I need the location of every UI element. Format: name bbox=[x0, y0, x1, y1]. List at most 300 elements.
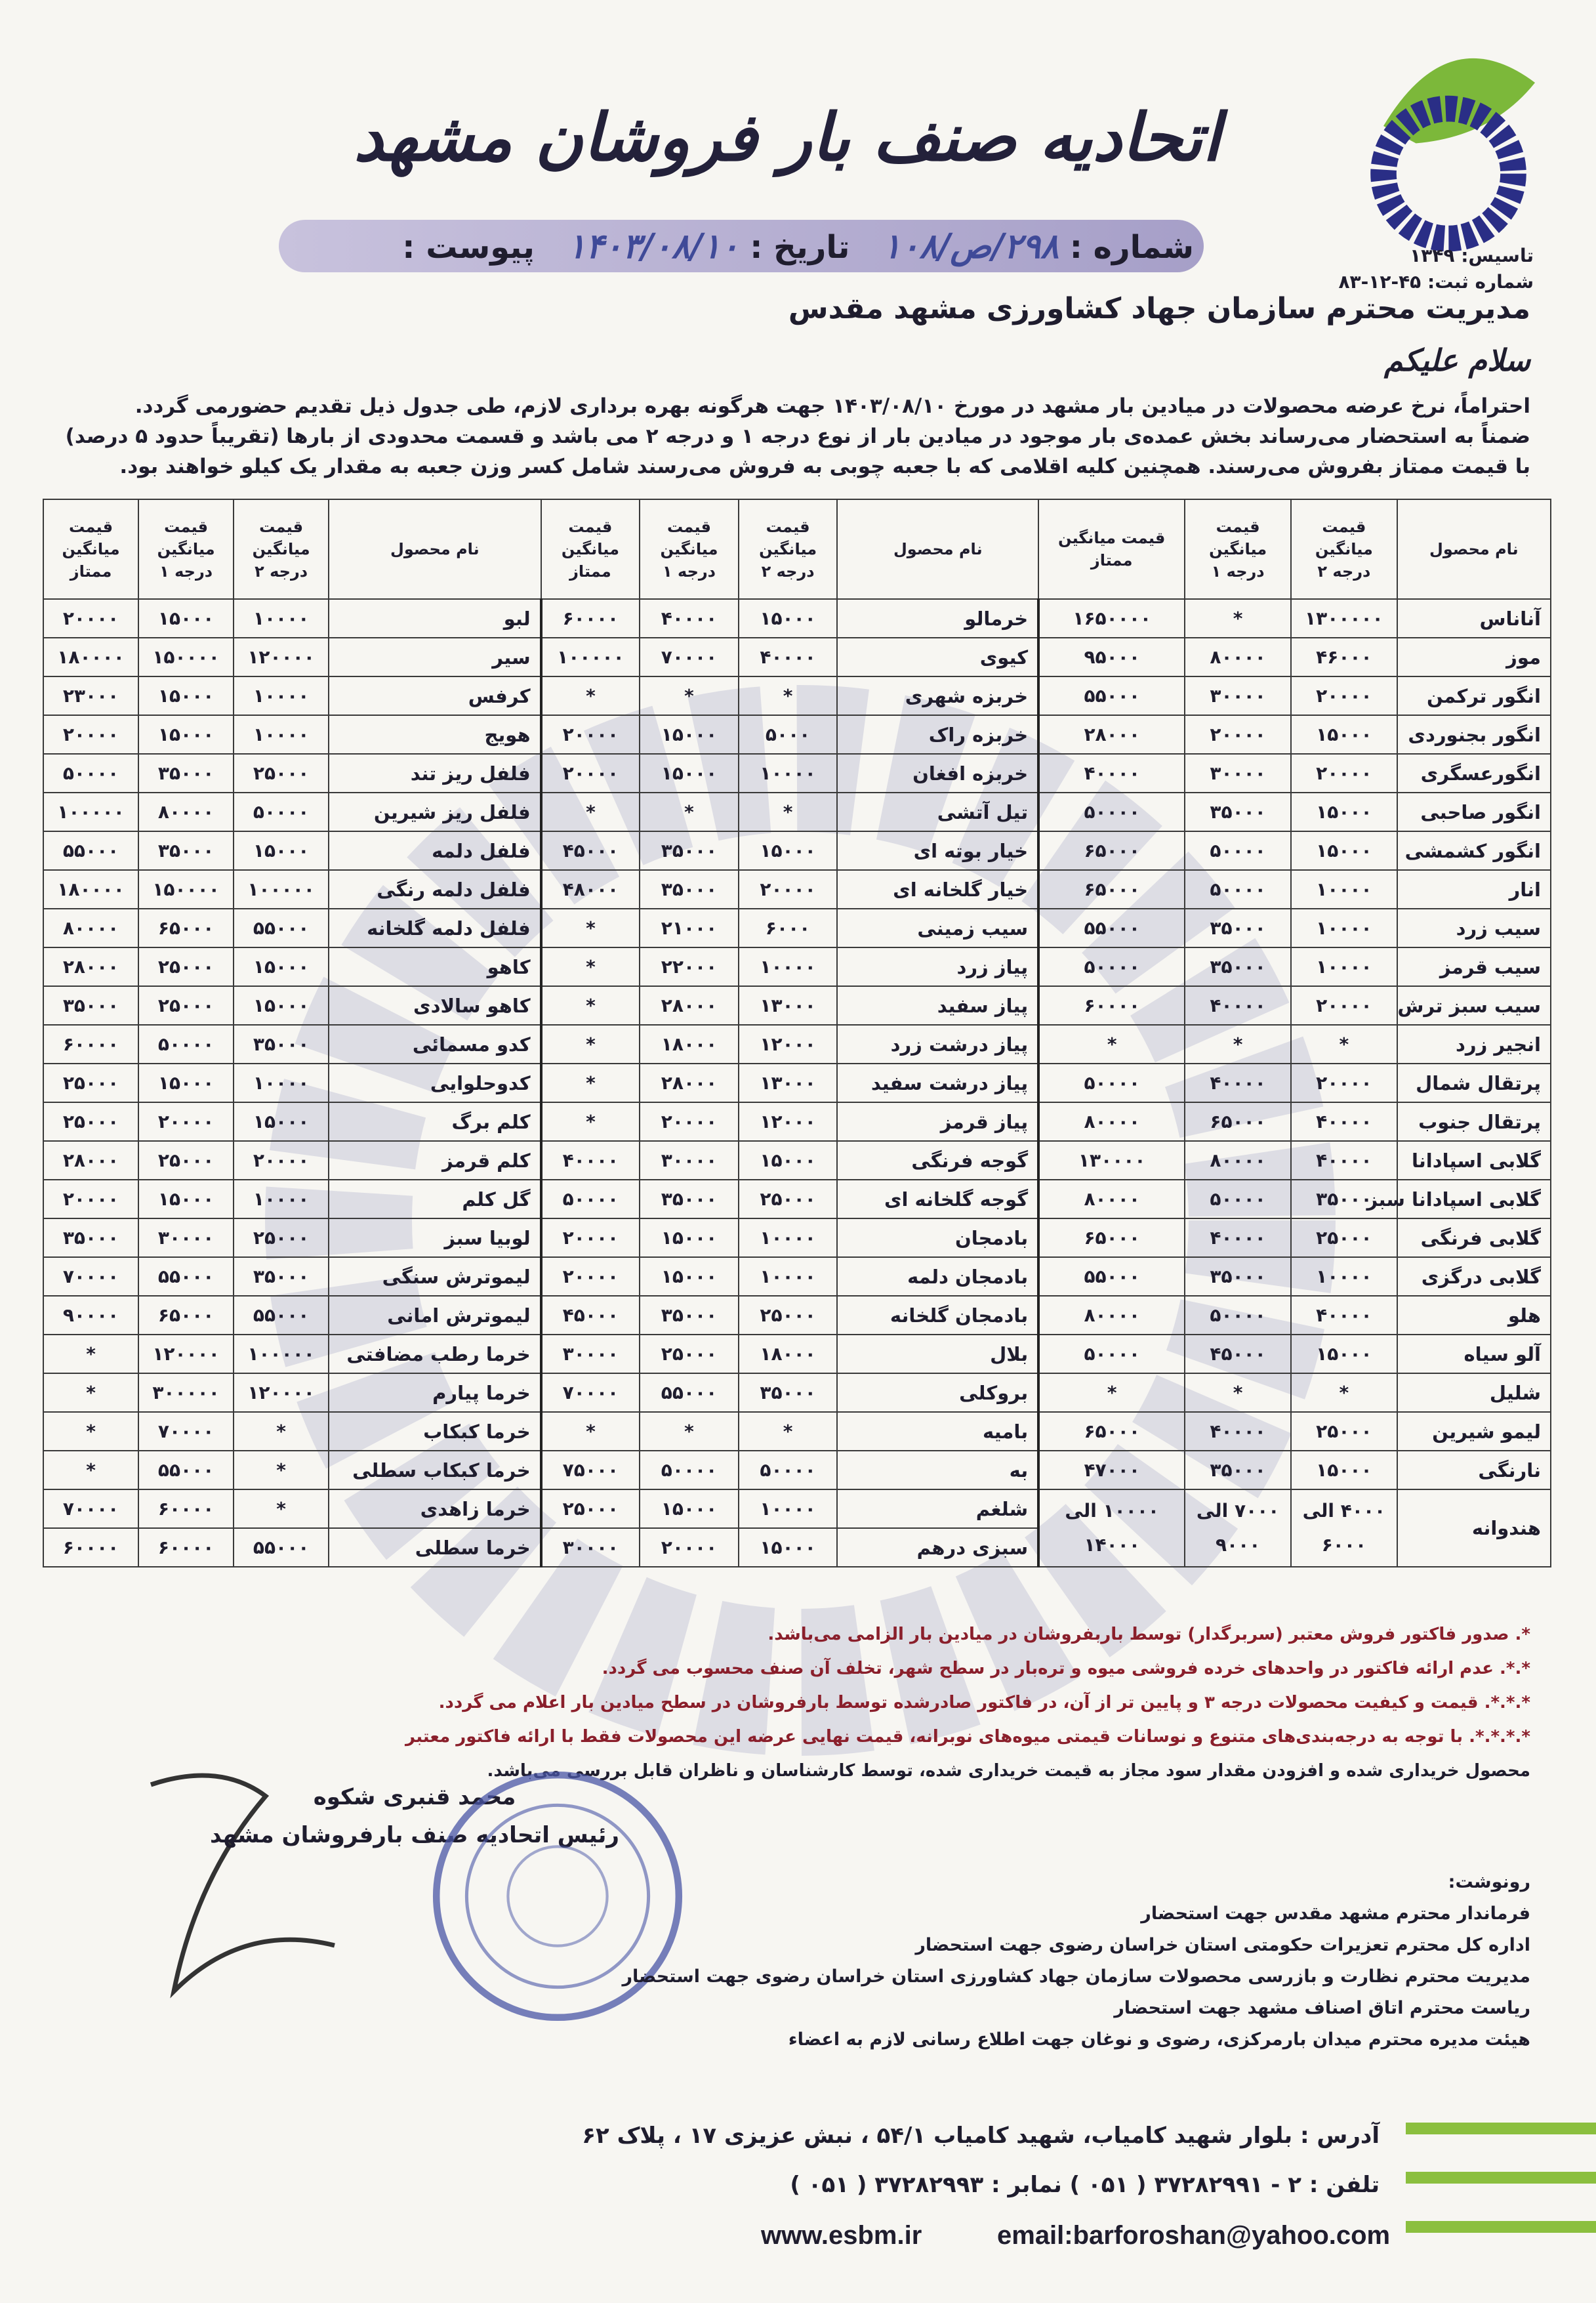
table-cell: ۲۰۰۰۰ bbox=[1291, 676, 1397, 715]
header-grade2: قیمت میانگین درجه ۲ bbox=[739, 499, 838, 599]
table-cell-name: لیموترش سنگی bbox=[329, 1257, 541, 1296]
table-cell: ۲۸۰۰۰ bbox=[43, 1141, 138, 1180]
table-cell: ۲۰۰۰۰ bbox=[43, 599, 138, 638]
table-cell-name: به bbox=[837, 1451, 1038, 1489]
table-cell: ۶۵۰۰۰ bbox=[1038, 831, 1185, 870]
table-cell: ۶۰۰۰ bbox=[739, 909, 838, 947]
table-cell: ۲۰۰۰۰ bbox=[1185, 715, 1291, 754]
table-cell: * bbox=[541, 986, 640, 1025]
table-cell: ۳۵۰۰۰ bbox=[640, 870, 739, 909]
table-cell: ۶۰۰۰۰ bbox=[43, 1025, 138, 1064]
table-cell-name: گلابی فرنگی bbox=[1397, 1218, 1551, 1257]
table-cell: ۲۵۰۰۰ bbox=[1291, 1412, 1397, 1451]
table-cell: ۱۰۰۰۰ الی ۱۴۰۰۰ bbox=[1038, 1489, 1185, 1567]
table-cell: ۱۵۰۰۰ bbox=[1291, 1335, 1397, 1373]
signer-name: محمد قنبری شکوه bbox=[313, 1784, 516, 1810]
table-cell-name: هندوانه bbox=[1397, 1489, 1551, 1567]
number-value: ۲۹۸/ص/۱۰۸ bbox=[882, 226, 1059, 266]
table-cell: ۱۵۰۰۰ bbox=[234, 831, 329, 870]
table-cell: ۵۰۰۰۰ bbox=[1038, 947, 1185, 986]
table-body bbox=[43, 599, 1551, 1567]
table-cell: ۳۰۰۰۰۰ bbox=[138, 1373, 234, 1412]
table-cell: ۵۵۰۰۰ bbox=[234, 909, 329, 947]
table-row bbox=[43, 793, 1551, 831]
body-line: احتراماً، نرخ عرضه محصولات در میادین بار مشهد در مورخ ۱۴۰۳/۰۸/۱۰ جهت هرگونه بهره برداری لازم، طی جدول ذیل تقدیم حضورمی گردد. bbox=[134, 394, 1530, 418]
table-cell: ۴۰۰۰۰ bbox=[640, 599, 739, 638]
table-row-watermelon-a bbox=[43, 1489, 1551, 1528]
table-cell-name: خرما زاهدی bbox=[329, 1489, 541, 1528]
table-cell: * bbox=[541, 947, 640, 986]
table-cell: ۸۰۰۰۰ bbox=[1185, 1141, 1291, 1180]
table-cell: ۳۵۰۰۰ bbox=[234, 1257, 329, 1296]
table-cell: ۱۵۰۰۰ bbox=[138, 715, 234, 754]
table-cell: ۲۲۰۰۰ bbox=[640, 947, 739, 986]
table-cell: ۳۵۰۰۰ bbox=[1185, 909, 1291, 947]
table-cell: ۱۰۰۰۰ bbox=[1291, 1257, 1397, 1296]
table-cell: ۱۵۰۰۰ bbox=[640, 754, 739, 793]
table-cell: ۴۵۰۰۰ bbox=[541, 1296, 640, 1335]
table-cell-name: پیاز زرد bbox=[837, 947, 1038, 986]
table-cell: ۷۰۰۰۰ bbox=[640, 638, 739, 676]
table-cell: ۲۸۰۰۰ bbox=[43, 947, 138, 986]
table-cell: ۶۰۰۰۰ bbox=[138, 1489, 234, 1528]
table-cell: * bbox=[640, 676, 739, 715]
table-cell-name: انجیر زرد bbox=[1397, 1025, 1551, 1064]
table-cell: ۵۵۰۰۰ bbox=[138, 1257, 234, 1296]
table-cell: ۴۵۰۰۰ bbox=[541, 831, 640, 870]
header-premium: قیمت میانگین ممتاز bbox=[1038, 499, 1185, 599]
table-cell: ۵۵۰۰۰ bbox=[234, 1296, 329, 1335]
table-cell: ۴۰۰۰۰ bbox=[1291, 1102, 1397, 1141]
table-cell: ۷۰۰۰ الی ۹۰۰۰ bbox=[1185, 1489, 1291, 1567]
table-cell: * bbox=[1291, 1373, 1397, 1412]
registration-number: شماره ثبت: ۴۵-۱۲-۸۳ bbox=[1338, 271, 1534, 293]
table-row bbox=[43, 1025, 1551, 1064]
table-cell: ۲۵۰۰۰ bbox=[640, 1335, 739, 1373]
table-cell: ۲۰۰۰۰ bbox=[541, 1218, 640, 1257]
table-cell: ۲۵۰۰۰ bbox=[234, 1218, 329, 1257]
table-cell-name: آلو سیاه bbox=[1397, 1335, 1551, 1373]
table-cell-name: فلفل دلمه گلخانه bbox=[329, 909, 541, 947]
table-cell: * bbox=[541, 1412, 640, 1451]
table-cell: ۲۰۰۰۰ bbox=[43, 1180, 138, 1218]
table-cell: ۱۵۰۰۰ bbox=[739, 599, 838, 638]
table-cell: * bbox=[1291, 1025, 1397, 1064]
table-row bbox=[43, 1218, 1551, 1257]
table-cell: ۱۰۰۰۰ bbox=[739, 1218, 838, 1257]
table-cell: ۱۰۰۰۰۰ bbox=[234, 870, 329, 909]
table-cell: ۱۵۰۰۰ bbox=[234, 947, 329, 986]
table-cell-name: گلابی درگزی bbox=[1397, 1257, 1551, 1296]
table-cell-name: خرما سطلی bbox=[329, 1528, 541, 1567]
table-cell: ۴۷۰۰۰ bbox=[1038, 1451, 1185, 1489]
header-grade2: قیمت میانگین درجه ۲ bbox=[234, 499, 329, 599]
table-row bbox=[43, 1451, 1551, 1489]
table-row bbox=[43, 986, 1551, 1025]
table-cell: ۱۵۰۰۰ bbox=[640, 715, 739, 754]
table-cell: ۲۸۰۰۰ bbox=[640, 1064, 739, 1102]
table-cell: * bbox=[541, 909, 640, 947]
header-name: نام محصول bbox=[1397, 499, 1551, 599]
table-cell: ۳۰۰۰۰ bbox=[541, 1528, 640, 1567]
table-cell-name: پیاز قرمز bbox=[837, 1102, 1038, 1141]
table-cell: * bbox=[1038, 1025, 1185, 1064]
table-cell-name: آناناس bbox=[1397, 599, 1551, 638]
table-cell: ۱۵۰۰۰ bbox=[1291, 793, 1397, 831]
cc-label: رونوشت: bbox=[1448, 1872, 1530, 1892]
header-grade1: قیمت میانگین درجه ۱ bbox=[1185, 499, 1291, 599]
table-cell-name: خرما رطب مضافتی bbox=[329, 1335, 541, 1373]
table-cell: ۲۳۰۰۰ bbox=[43, 676, 138, 715]
table-cell: ۳۵۰۰۰ bbox=[640, 831, 739, 870]
table-cell: ۳۵۰۰۰ bbox=[640, 1180, 739, 1218]
table-cell: ۱۵۰۰۰ bbox=[739, 1528, 838, 1567]
table-cell: ۳۰۰۰۰ bbox=[640, 1141, 739, 1180]
table-cell: ۵۵۰۰۰ bbox=[1038, 676, 1185, 715]
table-cell: ۵۰۰۰۰ bbox=[541, 1180, 640, 1218]
table-cell: * bbox=[739, 1412, 838, 1451]
table-cell-name: خرما کبکاب bbox=[329, 1412, 541, 1451]
table-cell: ۱۵۰۰۰ bbox=[640, 1218, 739, 1257]
table-header-row bbox=[43, 499, 1551, 599]
table-cell: ۴۰۰۰ الی ۶۰۰۰ bbox=[1291, 1489, 1397, 1567]
table-cell-name: خیار گلخانه ای bbox=[837, 870, 1038, 909]
table-cell-name: خیار بوته ای bbox=[837, 831, 1038, 870]
header-name: نام محصول bbox=[329, 499, 541, 599]
table-cell-name: لیموترش امانی bbox=[329, 1296, 541, 1335]
table-cell: ۱۵۰۰۰ bbox=[234, 1102, 329, 1141]
table-cell-name: انگور ترکمن bbox=[1397, 676, 1551, 715]
table-row bbox=[43, 1296, 1551, 1335]
cc-item: اداره کل محترم تعزیرات حکومتی استان خراسان رضوی جهت استحضار bbox=[915, 1935, 1530, 1955]
signer-role: رئیس اتحادیه صنف بارفروشان مشهد bbox=[210, 1822, 619, 1848]
table-cell: ۷۰۰۰۰ bbox=[138, 1412, 234, 1451]
table-cell: ۵۵۰۰۰ bbox=[1038, 909, 1185, 947]
founded-info bbox=[1338, 243, 1534, 295]
table-cell: * bbox=[1185, 599, 1291, 638]
table-cell: ۲۸۰۰۰ bbox=[640, 986, 739, 1025]
table-cell: ۱۸۰۰۰۰ bbox=[43, 870, 138, 909]
table-cell: ۴۰۰۰۰ bbox=[1185, 1064, 1291, 1102]
table-cell-name: انگورعسگری bbox=[1397, 754, 1551, 793]
table-cell-name: موز bbox=[1397, 638, 1551, 676]
table-cell: ۲۰۰۰۰ bbox=[739, 870, 838, 909]
table-cell: ۱۵۰۰۰ bbox=[739, 1141, 838, 1180]
recipient: مدیریت محترم سازمان جهاد کشاورزی مشهد مقدس bbox=[788, 292, 1530, 325]
table-cell: ۲۰۰۰۰ bbox=[640, 1528, 739, 1567]
table-cell-name: خربزه افغان bbox=[837, 754, 1038, 793]
table-cell: ۱۰۰۰۰ bbox=[739, 754, 838, 793]
table-cell: * bbox=[541, 1064, 640, 1102]
table-row bbox=[43, 1257, 1551, 1296]
table-cell: ۳۵۰۰۰ bbox=[739, 1373, 838, 1412]
table-cell-name: خرما کبکاب سطلی bbox=[329, 1451, 541, 1489]
table-cell: ۴۰۰۰۰ bbox=[1185, 1412, 1291, 1451]
table-cell: ۶۰۰۰۰ bbox=[1038, 986, 1185, 1025]
table-cell: ۲۰۰۰۰ bbox=[1291, 754, 1397, 793]
table-cell-name: فلفل دلمه bbox=[329, 831, 541, 870]
table-cell-name: انگور بجنوردی bbox=[1397, 715, 1551, 754]
footnote: *.*. عدم ارائه فاکتور در واحدهای خرده فروشی میوه و تره‌بار در سطح شهر، تخلف آن صنف محسوب می گردد. bbox=[602, 1659, 1530, 1678]
table-row bbox=[43, 1412, 1551, 1451]
table-cell: ۱۵۰۰۰ bbox=[640, 1489, 739, 1528]
table-cell: ۴۰۰۰۰ bbox=[1038, 754, 1185, 793]
table-cell: ۵۰۰۰۰ bbox=[43, 754, 138, 793]
table-cell: ۴۸۰۰۰ bbox=[541, 870, 640, 909]
table-cell-name: فلفل ریز تند bbox=[329, 754, 541, 793]
table-cell: ۵۵۰۰۰ bbox=[640, 1373, 739, 1412]
table-cell: ۲۰۰۰۰ bbox=[640, 1102, 739, 1141]
table-cell: ۱۵۰۰۰ bbox=[640, 1257, 739, 1296]
table-cell: ۱۰۰۰۰۰ bbox=[541, 638, 640, 676]
table-cell-name: هلو bbox=[1397, 1296, 1551, 1335]
table-cell: ۲۵۰۰۰ bbox=[43, 1102, 138, 1141]
table-cell-name: بادمجان گلخانه bbox=[837, 1296, 1038, 1335]
footer-email-link[interactable]: email:barforoshan@yahoo.com bbox=[997, 2221, 1391, 2250]
table-cell: ۵۰۰۰ bbox=[739, 715, 838, 754]
table-cell: ۵۵۰۰۰ bbox=[234, 1528, 329, 1567]
price-table bbox=[43, 499, 1551, 1567]
table-row bbox=[43, 715, 1551, 754]
table-cell: ۳۵۰۰۰ bbox=[640, 1296, 739, 1335]
table-cell: ۵۰۰۰۰ bbox=[640, 1451, 739, 1489]
table-cell: ۳۰۰۰۰ bbox=[1185, 754, 1291, 793]
table-cell: ۱۵۰۰۰۰ bbox=[138, 870, 234, 909]
table-cell: ۱۰۰۰۰ bbox=[234, 676, 329, 715]
table-cell: ۱۵۰۰۰۰ bbox=[138, 638, 234, 676]
table-cell: ۳۰۰۰۰ bbox=[1185, 676, 1291, 715]
table-cell: ۲۵۰۰۰ bbox=[541, 1489, 640, 1528]
table-row bbox=[43, 1335, 1551, 1373]
table-cell: ۲۰۰۰۰ bbox=[1291, 1064, 1397, 1102]
table-cell: ۱۳۰۰۰ bbox=[739, 1064, 838, 1102]
footnote: *.*.*. قیمت و کیفیت محصولات درجه ۳ و پایین تر از آن، در فاکتور صادرشده توسط بارفروشان در سطح میادین بار اعلام می گردد. bbox=[438, 1693, 1530, 1712]
table-cell: ۶۰۰۰۰ bbox=[138, 1528, 234, 1567]
table-cell-name: شلغم bbox=[837, 1489, 1038, 1528]
table-row bbox=[43, 947, 1551, 986]
table-cell: ۴۰۰۰۰ bbox=[1291, 1296, 1397, 1335]
table-row bbox=[43, 870, 1551, 909]
table-cell: ۲۵۰۰۰ bbox=[43, 1064, 138, 1102]
table-cell-name: کاهو bbox=[329, 947, 541, 986]
table-cell-name: کرفس bbox=[329, 676, 541, 715]
table-cell: ۲۰۰۰۰ bbox=[43, 715, 138, 754]
table-cell: * bbox=[43, 1335, 138, 1373]
table-cell-name: گلابی اسپادانا bbox=[1397, 1141, 1551, 1180]
table-cell: ۶۵۰۰۰ bbox=[1038, 870, 1185, 909]
table-cell: ۳۰۰۰۰ bbox=[138, 1218, 234, 1257]
table-cell: * bbox=[43, 1373, 138, 1412]
table-cell: ۱۵۰۰۰ bbox=[138, 1180, 234, 1218]
table-cell: ۲۰۰۰۰ bbox=[138, 1102, 234, 1141]
table-cell-name: خرما پیارم bbox=[329, 1373, 541, 1412]
table-cell: ۵۵۰۰۰ bbox=[138, 1451, 234, 1489]
table-cell: ۷۰۰۰۰ bbox=[43, 1489, 138, 1528]
table-cell-name: نارنگی bbox=[1397, 1451, 1551, 1489]
footer-stripes bbox=[1406, 2123, 1596, 2254]
table-cell: * bbox=[739, 676, 838, 715]
attachment-label: پیوست : bbox=[402, 229, 535, 266]
table-cell: ۱۸۰۰۰۰ bbox=[43, 638, 138, 676]
table-cell: ۴۰۰۰۰ bbox=[541, 1141, 640, 1180]
body-line: ضمناً به استحضار می‌رساند بخش عمده‌ی بار موجود در میادین بار از نوع درجه ۱ و درجه ۲ می باشد و قسمت محدودی از بارها (تقریباً حدود ۵ درصد) bbox=[65, 425, 1530, 448]
footnote: *.*.*.*. با توجه به درجه‌بندی‌های متنوع و نوسانات قیمتی میوه‌های نوبرانه، قیمت نهایی عرضه این محصولات فقط با ارائه فاکتور معتبر bbox=[405, 1727, 1530, 1747]
cc-item: هیئت مدیره محترم میدان بارمرکزی، رضوی و نوغان جهت اطلاع رسانی لازم به اعضاء bbox=[788, 2029, 1530, 2050]
table-cell: ۱۵۰۰۰ bbox=[1291, 715, 1397, 754]
table-cell: ۸۰۰۰۰ bbox=[1038, 1180, 1185, 1218]
table-cell-name: گل کلم bbox=[329, 1180, 541, 1218]
table-cell: ۵۰۰۰۰ bbox=[1038, 1064, 1185, 1102]
footer-phone: تلفن : ۲ - ۳۷۲۸۲۹۹۱ ( ۰۵۱ ) نمابر : ۳۷۲۸۲۹۹۳ ( ۰۵۱ ) bbox=[790, 2172, 1380, 2198]
table-cell: ۲۰۰۰۰ bbox=[1291, 986, 1397, 1025]
table-cell-name: گوجه فرنگی bbox=[837, 1141, 1038, 1180]
table-cell: ۱۲۰۰۰۰ bbox=[138, 1335, 234, 1373]
table-cell: ۳۵۰۰۰ bbox=[1291, 1180, 1397, 1218]
table-cell: ۳۵۰۰۰ bbox=[1185, 1451, 1291, 1489]
table-cell: * bbox=[541, 1025, 640, 1064]
table-cell-name: خربزه راک bbox=[837, 715, 1038, 754]
header-name: نام محصول bbox=[837, 499, 1038, 599]
table-cell-name: گلابی اسپادانا سبز bbox=[1397, 1180, 1551, 1218]
table-cell: ۱۳۰۰۰ bbox=[739, 986, 838, 1025]
table-cell: ۱۲۰۰۰۰ bbox=[234, 638, 329, 676]
table-cell-name: لیمو شیرین bbox=[1397, 1412, 1551, 1451]
number-label: شماره : bbox=[1069, 229, 1194, 266]
table-cell: ۱۵۰۰۰ bbox=[1291, 1451, 1397, 1489]
table-cell: ۷۰۰۰۰ bbox=[541, 1373, 640, 1412]
table-cell-name: فلفل ریز شیرین bbox=[329, 793, 541, 831]
table-cell: ۳۵۰۰۰ bbox=[138, 831, 234, 870]
table-cell: ۶۵۰۰۰ bbox=[1038, 1412, 1185, 1451]
founded-year: تاسیس: ۱۳۴۹ bbox=[1410, 245, 1534, 266]
table-row bbox=[43, 1102, 1551, 1141]
table-cell-name: بادمجان bbox=[837, 1218, 1038, 1257]
table-cell: ۲۰۰۰۰ bbox=[541, 754, 640, 793]
table-cell-name: سیب زمینی bbox=[837, 909, 1038, 947]
table-cell: ۳۵۰۰۰ bbox=[1185, 947, 1291, 986]
table-cell: ۱۳۰۰۰۰ bbox=[1038, 1141, 1185, 1180]
table-cell: ۱۲۰۰۰۰ bbox=[234, 1373, 329, 1412]
table-cell-name: لبو bbox=[329, 599, 541, 638]
table-cell: * bbox=[541, 793, 640, 831]
table-cell-name: کیوی bbox=[837, 638, 1038, 676]
footer-website-link[interactable]: www.esbm.ir bbox=[761, 2221, 922, 2250]
table-cell: ۶۰۰۰۰ bbox=[541, 599, 640, 638]
table-row bbox=[43, 599, 1551, 638]
table-cell: ۲۵۰۰۰ bbox=[138, 1141, 234, 1180]
table-cell: ۱۰۰۰۰ bbox=[234, 599, 329, 638]
header-grade1: قیمت میانگین درجه ۱ bbox=[138, 499, 234, 599]
table-cell: ۲۵۰۰۰ bbox=[739, 1180, 838, 1218]
table-row bbox=[43, 1373, 1551, 1412]
table-cell: ۱۰۰۰۰ bbox=[739, 1257, 838, 1296]
table-cell: * bbox=[541, 1102, 640, 1141]
table-cell-name: سیب زرد bbox=[1397, 909, 1551, 947]
table-cell: ۱۰۰۰۰ bbox=[234, 1064, 329, 1102]
footnote: *. صدور فاکتور فروش معتبر (سربرگدار) توسط باربفروشان در میادین بار الزامی می‌باشد. bbox=[767, 1625, 1530, 1644]
table-cell: ۸۰۰۰۰ bbox=[1038, 1102, 1185, 1141]
body-line: با قیمت ممتاز بفروش می‌رسند. همچنین کلیه اقلامی که با جعبه چوبی به فروش می‌رسند شامل کسر وزن جعبه به مقدار یک کیلو خواهند بود. bbox=[119, 455, 1530, 478]
table-cell: ۶۰۰۰۰ bbox=[43, 1528, 138, 1567]
table-cell-name: پرتقال شمال bbox=[1397, 1064, 1551, 1102]
table-cell: ۸۰۰۰۰ bbox=[138, 793, 234, 831]
table-cell-name: بامیه bbox=[837, 1412, 1038, 1451]
letter-body bbox=[61, 391, 1530, 482]
table-cell: ۱۰۰۰۰ bbox=[234, 715, 329, 754]
table-cell: ۷۰۰۰۰ bbox=[43, 1257, 138, 1296]
table-cell: ۵۰۰۰۰ bbox=[234, 793, 329, 831]
table-cell: ۵۰۰۰۰ bbox=[1038, 1335, 1185, 1373]
table-cell: ۱۸۰۰۰ bbox=[640, 1025, 739, 1064]
table-cell-name: سیر bbox=[329, 638, 541, 676]
table-cell: ۱۰۰۰۰ bbox=[1291, 909, 1397, 947]
table-cell: ۸۰۰۰۰ bbox=[1185, 638, 1291, 676]
table-cell: ۱۳۰۰۰۰۰ bbox=[1291, 599, 1397, 638]
table-cell-name: کدو مسمائی bbox=[329, 1025, 541, 1064]
page-title: اتحادیه صنف بار فروشان مشهد bbox=[354, 98, 1221, 176]
table-cell: ۲۵۰۰۰ bbox=[234, 754, 329, 793]
table-cell: ۱۰۰۰۰ bbox=[1291, 870, 1397, 909]
table-cell-name: پیاز درشت زرد bbox=[837, 1025, 1038, 1064]
greeting: سلام علیکم bbox=[1383, 342, 1530, 378]
table-cell: ۲۰۰۰۰ bbox=[541, 1257, 640, 1296]
table-cell-name: فلفل دلمه رنگی bbox=[329, 870, 541, 909]
table-cell: ۴۰۰۰۰ bbox=[1185, 1218, 1291, 1257]
table-cell: ۱۵۰۰۰ bbox=[138, 599, 234, 638]
table-cell: ۲۵۰۰۰ bbox=[138, 947, 234, 986]
table-cell-name: انگور کشمشی bbox=[1397, 831, 1551, 870]
cc-item: مدیریت محترم نظارت و بازرسی محصولات سازمان جهاد کشاورزی استان خراسان رضوی جهت استحضار bbox=[622, 1966, 1530, 1987]
table-cell-name: کاهو سالادی bbox=[329, 986, 541, 1025]
union-logo bbox=[1340, 39, 1557, 256]
table-cell: * bbox=[43, 1412, 138, 1451]
table-cell: * bbox=[234, 1451, 329, 1489]
table-cell: ۱۸۰۰۰ bbox=[739, 1335, 838, 1373]
cc-list bbox=[350, 1867, 1530, 2056]
table-cell: ۱۶۵۰۰۰۰ bbox=[1038, 599, 1185, 638]
table-cell: ۴۰۰۰۰ bbox=[1291, 1141, 1397, 1180]
table-cell-name: بادمجان دلمه bbox=[837, 1257, 1038, 1296]
table-cell: ۶۵۰۰۰ bbox=[138, 909, 234, 947]
table-cell: ۳۵۰۰۰ bbox=[43, 1218, 138, 1257]
table-cell-name: تیل آتشی bbox=[837, 793, 1038, 831]
table-cell: ۱۰۰۰۰ bbox=[739, 947, 838, 986]
table-cell: ۱۵۰۰۰ bbox=[739, 831, 838, 870]
table-cell: ۲۱۰۰۰ bbox=[640, 909, 739, 947]
table-cell: * bbox=[640, 793, 739, 831]
table-cell: ۱۰۰۰۰۰ bbox=[234, 1335, 329, 1373]
header-grade1: قیمت میانگین درجه ۱ bbox=[640, 499, 739, 599]
table-cell: ۱۵۰۰۰ bbox=[138, 676, 234, 715]
header-premium: قیمت میانگین ممتاز bbox=[43, 499, 138, 599]
table-cell-name: انگور صاحبی bbox=[1397, 793, 1551, 831]
table-cell: ۱۵۰۰۰ bbox=[138, 1064, 234, 1102]
table-cell: ۷۵۰۰۰ bbox=[541, 1451, 640, 1489]
table-cell: ۴۰۰۰۰ bbox=[1185, 986, 1291, 1025]
table-cell: * bbox=[234, 1412, 329, 1451]
header-premium: قیمت میانگین ممتاز bbox=[541, 499, 640, 599]
table-row bbox=[43, 1180, 1551, 1218]
table-cell-name: سبزی درهم bbox=[837, 1528, 1038, 1567]
table-cell-name: شلیل bbox=[1397, 1373, 1551, 1412]
table-row bbox=[43, 638, 1551, 676]
table-row bbox=[43, 909, 1551, 947]
table-cell: ۴۰۰۰۰ bbox=[739, 638, 838, 676]
table-cell: ۱۰۰۰۰۰ bbox=[43, 793, 138, 831]
table-cell: ۸۰۰۰۰ bbox=[43, 909, 138, 947]
header-grade2: قیمت میانگین درجه ۲ bbox=[1291, 499, 1397, 599]
table-row bbox=[43, 1064, 1551, 1102]
